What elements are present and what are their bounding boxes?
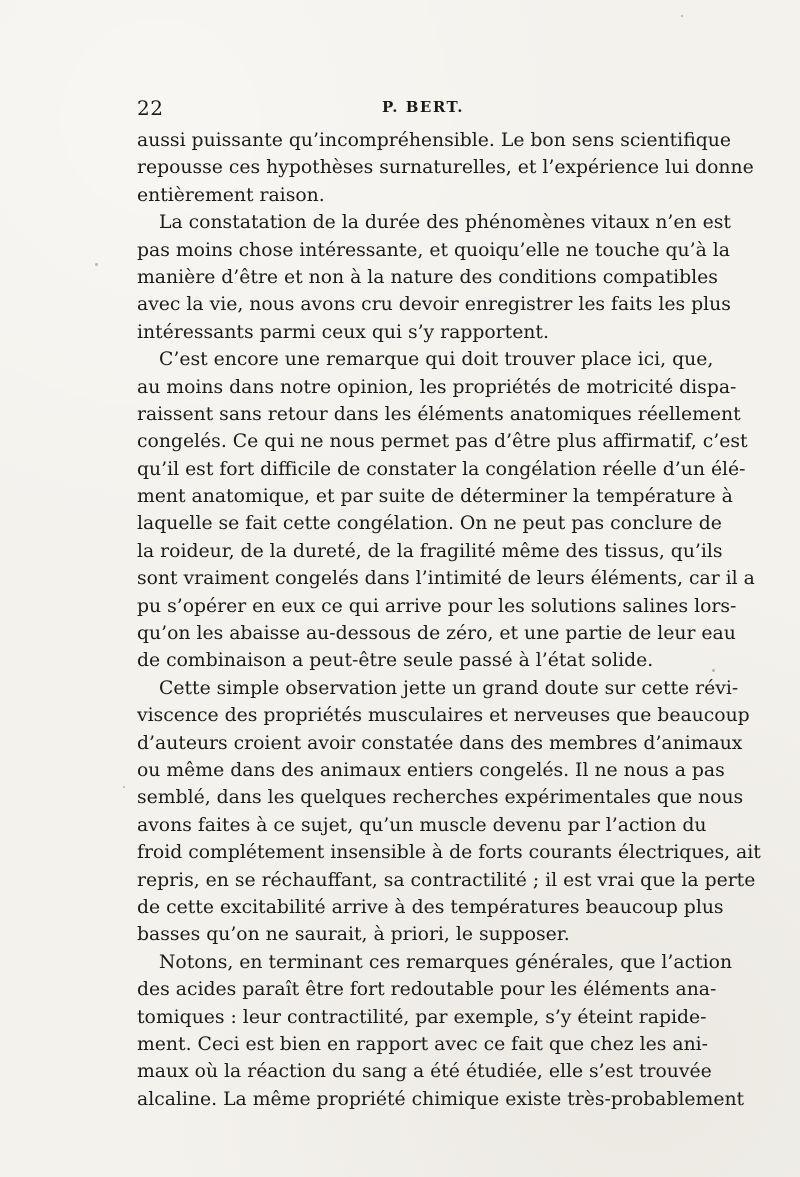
text-line-15: laquelle se fait cette congélation. On ne peut pas conclure de — [137, 513, 722, 535]
text-line-23: d’auteurs croient avoir constatée dans des membres d’animaux — [137, 732, 743, 754]
text-line-31: Notons, en terminant ces remarques générales, que l’action — [159, 951, 733, 973]
paper-speck — [95, 263, 98, 266]
text-line-16: la roideur, de la dureté, de la fragilité même des tissus, qu’ils — [137, 540, 723, 562]
running-head: P. BERT. — [382, 98, 465, 116]
text-line-7: avec la vie, nous avons cru devoir enregistrer les faits les plus — [137, 294, 731, 316]
text-line-18: pu s’opérer en eux ce qui arrive pour les solutions salines lors- — [137, 595, 737, 617]
text-line-11: raissent sans retour dans les éléments anatomiques réellement — [137, 403, 741, 425]
text-line-33: tomiques : leur contractilité, par exemple, s’y éteint rapide- — [137, 1006, 707, 1028]
text-line-25: semblé, dans les quelques recherches expérimentales que nous — [137, 787, 744, 809]
text-line-4: La constatation de la durée des phénomènes vitaux n’en est — [159, 212, 731, 234]
text-line-17: sont vraiment congelés dans l’intimité de leurs éléments, car il a — [137, 568, 755, 590]
text-line-13: qu’il est fort difficile de constater la congélation réelle d’un élé- — [137, 458, 746, 480]
text-line-8: intéressants parmi ceux qui s’y rapportent. — [137, 321, 549, 343]
text-line-12: congelés. Ce qui ne nous permet pas d’être plus affirmatif, c’est — [137, 431, 748, 453]
text-line-6: manière d’être et non à la nature des conditions compatibles — [137, 266, 718, 288]
text-line-1: aussi puissante qu’incompréhensible. Le bon sens scientifique — [137, 130, 731, 151]
text-line-35: maux où la réaction du sang a été étudiée, elle s’est trouvée — [137, 1061, 712, 1083]
body-text — [137, 127, 761, 1110]
text-line-22: viscence des propriétés musculaires et nerveuses que beaucoup — [137, 705, 750, 727]
text-line-26: avons faites à ce sujet, qu’un muscle devenu par l’action du — [137, 814, 707, 836]
page-header — [137, 96, 677, 120]
text-line-14: ment anatomique, et par suite de déterminer la température à — [137, 486, 733, 508]
text-line-27: froid complétement insensible à de forts courants électriques, ait — [137, 842, 761, 864]
paper-speck — [712, 669, 715, 672]
text-line-21: Cette simple observation jette un grand doute sur cette révi- — [159, 677, 739, 699]
text-line-20: de combinaison a peut-être seule passé à l’état solide. — [137, 650, 654, 672]
text-line-32: des acides paraît être fort redoutable pour les éléments ana- — [137, 979, 717, 1001]
text-line-29: de cette excitabilité arrive à des températures beaucoup plus — [137, 896, 724, 918]
text-line-2: repousse ces hypothèses surnaturelles, et l’expérience lui donne — [137, 157, 754, 179]
text-line-5: pas moins chose intéressante, et quoiqu’elle ne touche qu’à la — [137, 239, 730, 261]
text-line-30: basses qu’on ne saurait, à priori, le supposer. — [137, 924, 570, 946]
text-line-9: C’est encore une remarque qui doit trouver place ici, que, — [159, 349, 714, 371]
text-line-36: alcaline. La même propriété chimique existe très-probablement — [137, 1088, 745, 1110]
text-line-28: repris, en se réchauffant, sa contractilité ; il est vrai que la perte — [137, 869, 756, 891]
text-line-19: qu’on les abaisse au-dessous de zéro, et une partie de leur eau — [137, 623, 736, 645]
paper-speck — [681, 15, 683, 17]
page-number: 22 — [137, 96, 164, 120]
text-line-24: ou même dans des animaux entiers congelés. Il ne nous a pas — [137, 759, 725, 781]
paper-speck — [123, 786, 125, 788]
text-line-34: ment. Ceci est bien en rapport avec ce fait que chez les ani- — [137, 1033, 709, 1055]
text-line-10: au moins dans notre opinion, les propriétés de motricité dispa- — [137, 376, 737, 398]
text-line-3: entièrement raison. — [137, 184, 325, 206]
